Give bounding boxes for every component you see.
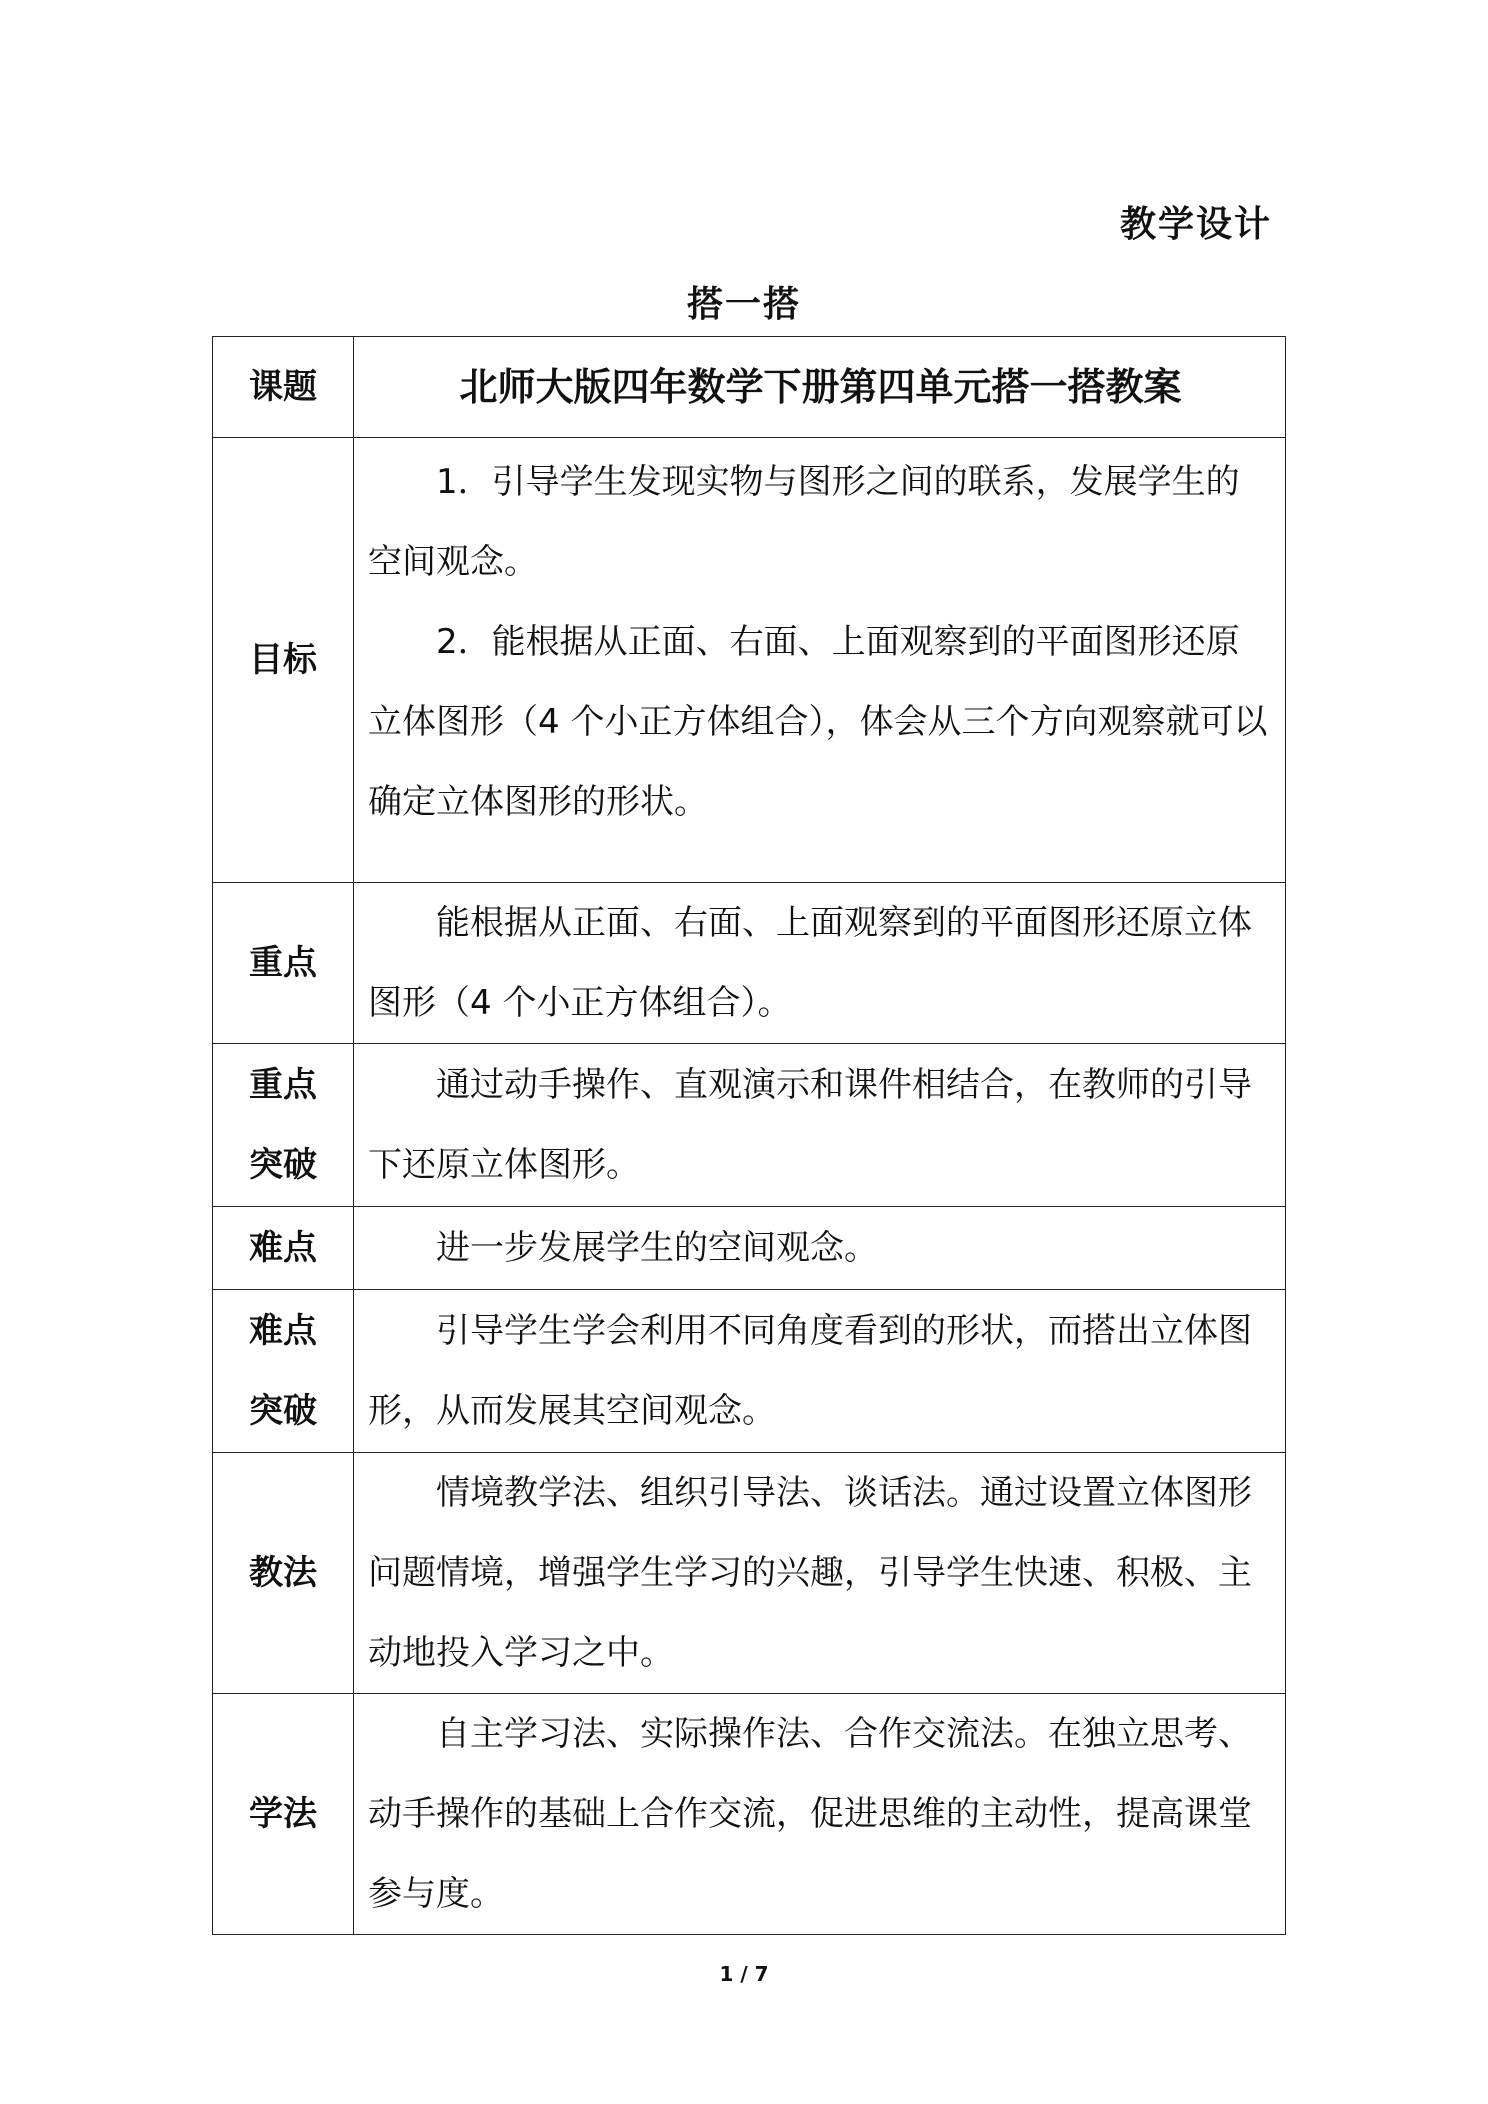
difficulty-label: 难点 (213, 1207, 354, 1290)
topic-value: 北师大版四年数学下册第四单元搭一搭教案 (354, 337, 1286, 438)
lesson-title: 搭一搭 (686, 284, 801, 325)
table-row-difficulty (213, 1207, 1286, 1290)
key-breakthrough-text: 通过动手操作、直观演示和课件相结合，在教师的引导下还原立体图形。 (368, 1065, 1252, 1185)
lesson-plan-table (212, 336, 1286, 1935)
teaching-method-content (354, 1453, 1286, 1694)
goal-item-2: 2．能根据从正面、右面、上面观察到的平面图形还原立体图形（4 个小正方体组合），体会从三个方向观察就可以确定立体图形的形状。 (368, 622, 1268, 822)
difficulty-breakthrough-label (213, 1290, 354, 1453)
page-number: 1 / 7 (719, 1962, 769, 1986)
topic-label: 课题 (213, 337, 354, 438)
table-row-goals (213, 438, 1286, 883)
difficulty-breakthrough-content (354, 1290, 1286, 1453)
table-row-topic (213, 337, 1286, 438)
key-point-label: 重点 (213, 883, 354, 1044)
table-row-difficulty-breakthrough (213, 1290, 1286, 1453)
goal-item-1: 1．引导学生发现实物与图形之间的联系，发展学生的空间观念。 (368, 462, 1240, 582)
table-row-learning-method (213, 1694, 1286, 1935)
learning-method-label: 学法 (213, 1694, 354, 1935)
key-breakthrough-label-line1: 重点 (249, 1065, 317, 1105)
goals-label: 目标 (213, 438, 354, 883)
key-breakthrough-content (354, 1044, 1286, 1207)
teaching-method-label: 教法 (213, 1453, 354, 1694)
table-row-key-point (213, 883, 1286, 1044)
learning-method-content (354, 1694, 1286, 1935)
table-row-teaching-method (213, 1453, 1286, 1694)
difficulty-breakthrough-label-line2: 突破 (249, 1391, 317, 1431)
teaching-method-text: 情境教学法、组织引导法、谈话法。通过设置立体图形问题情境，增强学生学习的兴趣，引导学生快速、积极、主动地投入学习之中。 (368, 1473, 1252, 1673)
key-point-content (354, 883, 1286, 1044)
document-type-label: 教学设计 (1119, 204, 1272, 245)
key-breakthrough-label (213, 1044, 354, 1207)
goals-content (354, 438, 1286, 883)
table-row-key-breakthrough (213, 1044, 1286, 1207)
difficulty-content (354, 1207, 1286, 1290)
difficulty-text: 进一步发展学生的空间观念。 (436, 1228, 878, 1268)
difficulty-breakthrough-text: 引导学生学会利用不同角度看到的形状，而搭出立体图形，从而发展其空间观念。 (368, 1311, 1252, 1431)
key-breakthrough-label-line2: 突破 (249, 1145, 317, 1185)
difficulty-breakthrough-label-line1: 难点 (249, 1311, 317, 1351)
key-point-text: 能根据从正面、右面、上面观察到的平面图形还原立体图形（4 个小正方体组合）。 (368, 903, 1252, 1023)
learning-method-text: 自主学习法、实际操作法、合作交流法。在独立思考、动手操作的基础上合作交流，促进思维的主动性，提高课堂参与度。 (368, 1714, 1252, 1914)
